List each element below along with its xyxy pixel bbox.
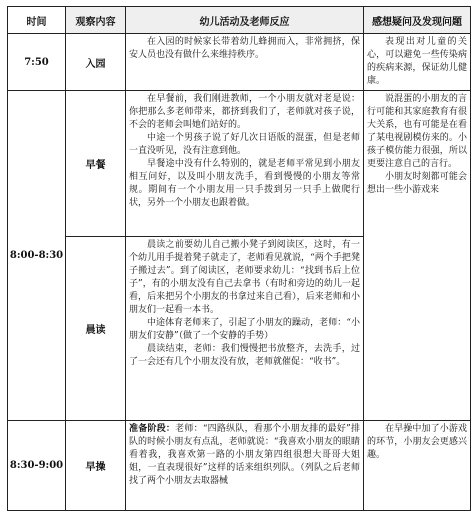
paragraph: 说混蛋的小朋友的言行可能和其家庭教育有很大关系，也有可能是在看了某电视剧模仿来的。小孩子模仿能力很强，所以更要注意自己的言行。 [367,94,467,169]
paragraph: 中途一个男孩子说了好几次日语版的混蛋，但是老师一直没听见，没有注意到他。 [129,133,360,156]
activity-body: 老师：“四路纵队，看那个小朋友排的最好”排队的时候小朋友有点乱，老师就说：“我喜欢小朋友的眼睛看着我，我喜欢第一路的小朋友第四组很想大哥哥大姐姐，一直表现很好”这样的话来组织列队。（列队之后老师找了两个小朋友去取器械 [129,424,360,486]
header-activity: 幼儿活动及老师反应 [126,7,364,34]
paragraph: 晨读结束，老师：我们慢慢把书放整齐，去洗手，过了一会还有几个小朋友没有放，老师就催促：“收书”。 [129,344,360,367]
observation-table [7,6,471,511]
paragraph: 早餐途中没有什么特别的，就是老师平常见到小朋友相互问好，以及叫小朋友洗手，看到慢慢的小朋友等常规。期间有一个小朋友用一只手拨到另一只手上做爬行状，另外一个小朋友也跟着做。 [129,159,360,208]
table-row [8,34,471,91]
row-activity [126,34,364,91]
activity-text [126,421,363,490]
activity-text [126,34,363,64]
row-reflection [364,34,471,91]
reflection-text [364,34,470,90]
header-content: 观察内容 [66,7,126,34]
reflection-text [364,421,470,464]
header-time: 时间 [8,7,66,34]
paragraph: 晨读之前要幼儿自己搬小凳子到阅读区，这时，有一个幼儿用手提着凳子就走了，老师看见就说，“两个手把凳子搬过去”。到了阅读区，老师要求幼儿：“找到书后上位子”，有的小朋友没有自己去拿书（有时和旁边的幼儿一起看，后来把另个小朋友的书拿过来自己看），后来老师和小朋友们一起看一本书。 [129,240,360,315]
row-content: 早操 [66,421,126,511]
activity-text [126,91,363,212]
row-time: 7:50 [8,34,66,91]
header-row [8,7,471,34]
paragraph: 在早操中加了小游戏的环节，小朋友会更感兴趣。 [367,424,467,460]
paragraph: 在入园的时候家长带着幼儿蜂拥而入，非常拥挤，保安人员也没有做什么来维持秩序。 [129,37,360,60]
reflection-text [364,91,470,199]
row-activity [126,421,364,511]
paragraph: 小朋友时刻都可能会想出一些小游戏来 [367,172,467,195]
paragraph: 表现出对儿童的关心，可以避免一些传染病的疾病来源，保证幼儿健康。 [367,37,467,86]
table-row [8,91,471,237]
row-content: 晨读 [66,237,126,421]
table-row [8,421,471,511]
row-content: 入园 [66,34,126,91]
row-time: 8:30-9:00 [8,421,66,511]
header-reflection: 感想疑问及发现问题 [364,7,471,34]
row-activity [126,237,364,421]
row-time: 8:00-8:30 [8,91,66,421]
paragraph: 中途体育老师来了，引起了小朋友的躁动，老师：“小朋友们安静”（做了一个安静的手势） [129,318,360,341]
row-reflection [364,421,471,511]
activity-text [126,237,363,371]
row-content: 早餐 [66,91,126,237]
row-activity [126,91,364,237]
row-reflection [364,91,471,421]
paragraph: 在早餐前，我们刚进教师，一个小朋友就对老是说：你把那么多老师带来，都挤到我们了，老师就对孩子说，不会的老师会叫她们站好的。 [129,94,360,130]
activity-lead: 准备阶段： [129,424,176,434]
